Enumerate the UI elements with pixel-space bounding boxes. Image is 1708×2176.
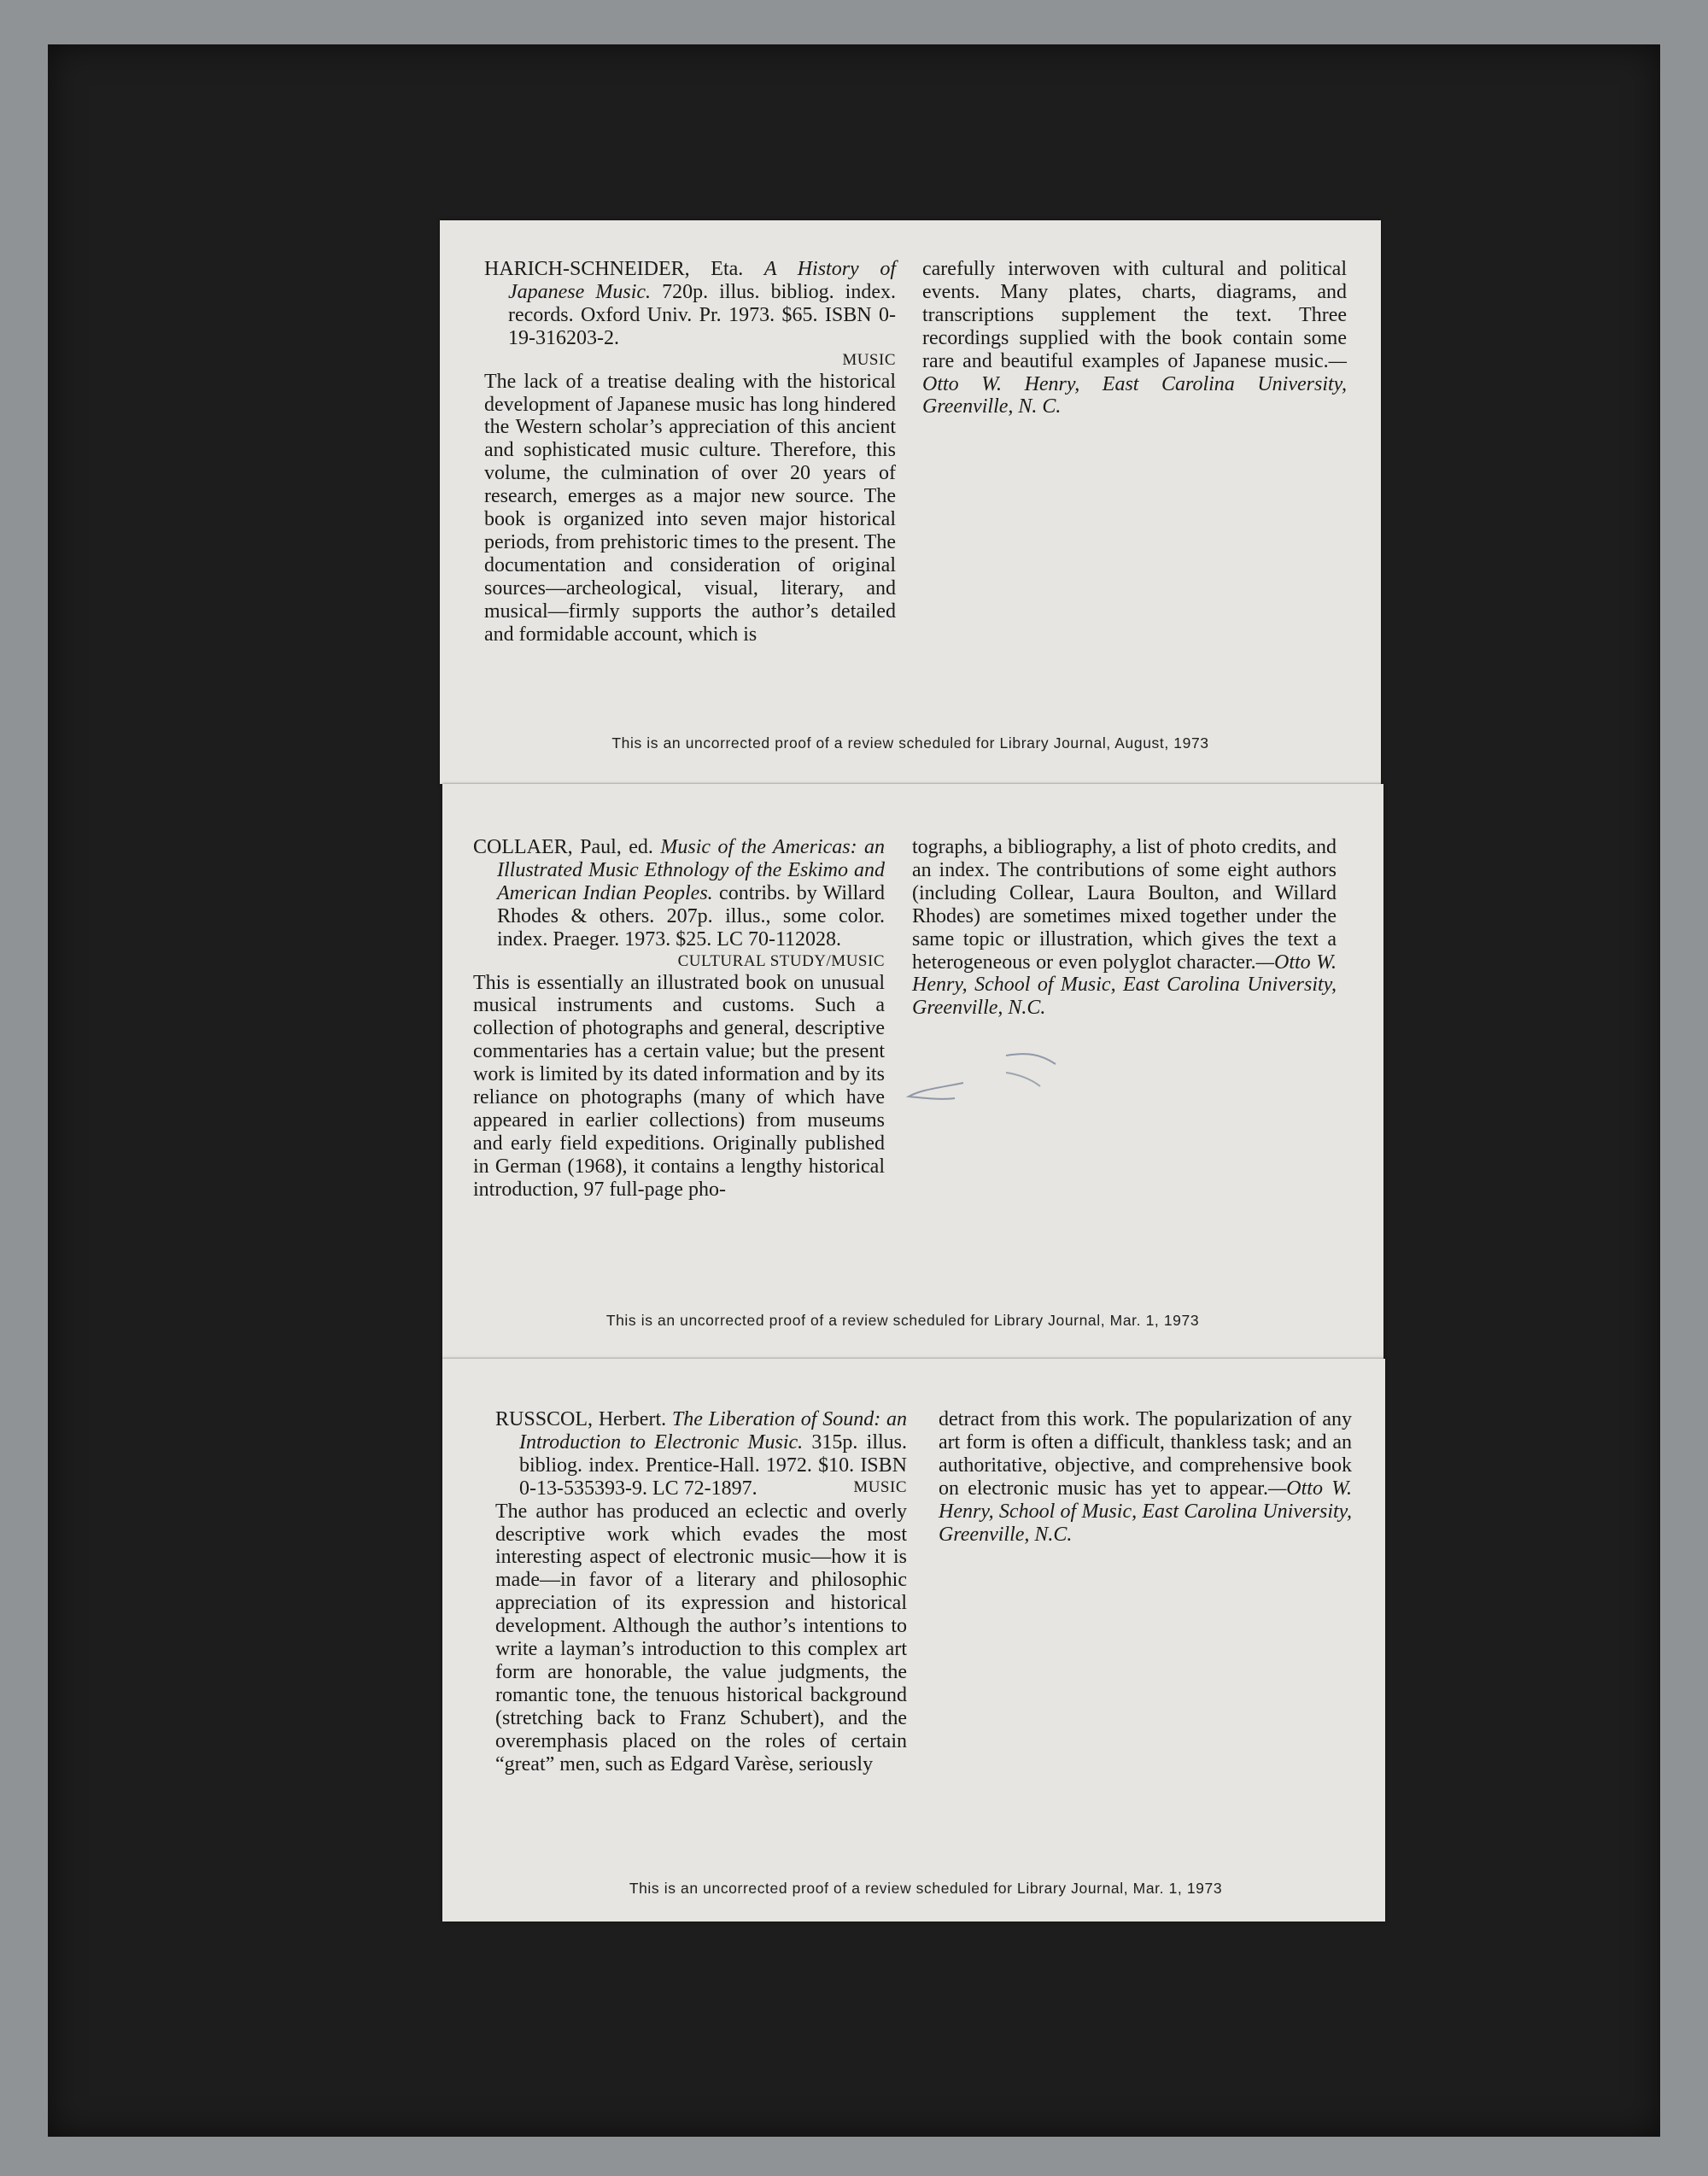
review-body-right: tographs, a bibliography, a list of photo credits, and an index. The contributions of some eight authors (including Collear, Laura Boulton, and Willard Rhodes) are sometimes mixed together under the same topic or illustration, which gives the text a heterogeneous or even polyglot character. [912,836,1337,974]
bibliographic-entry [473,836,885,972]
book-details: 315p. illus. bibliog. index. Prentice-Hall. 1972. $10. ISBN 0-13-535393-9. LC 72-1897. [519,1430,907,1500]
reviewer-signature: —Otto W. Henry, School of Music, East Carolina University, Greenville, N.C. [939,1477,1353,1546]
book-details: 720p. illus. bibliog. index. records. Oxford Univ. Pr. 1973. $65. ISBN 0-19-316203-2. [508,280,896,349]
book-details: contribs. by Willard Rhodes & others. 207p. illus., some color. index. Praeger. 1973. $25. LC 70-112028. [497,881,885,951]
review-body-left: The author has produced an eclectic and overly descriptive work which evades the most interesting aspect of electronic music—how it is made—in favor of a literary and philosophic appreciation of its expression and historical development. Although the author’s intentions to write a layman’s introduction to this complex art form are honorable, the value judgments, the romantic tone, the tenuous historical background (stretching back to Franz Schubert), and the overemphasis placed on the roles of certain “great” men, such as Edgard Varèse, seriously [495,1500,907,1775]
reviewer-signature: —Otto W. Henry, East Carolina University, Greenville, N. C. [922,349,1347,418]
review-right-column [939,1408,1352,1546]
book-title: A History of Japanese Music. [508,258,896,303]
review-left-column [473,836,885,1202]
subject-label: MUSIC [853,1477,907,1496]
author-name: COLLAER, [473,836,573,858]
review-body-left: The lack of a treatise dealing with the historical development of Japanese music has long hindered the Western scholar’s appreciation of this ancient and sophisticated music culture. Therefore, this volume, the culmination of over 20 years of research, emerges as a major new source. The book is organized into seven major historical periods, from prehistoric times to the present. The documentation and consideration of original sources—archeological, visual, literary, and musical—firmly supports the author’s detailed and formidable account, which is [484,370,896,646]
proof-footer: This is an uncorrected proof of a review scheduled for Library Journal, Mar. 1, 1973 [629,1880,1223,1897]
book-title: The Liberation of Sound: an Introduction to Electronic Music. [519,1408,907,1454]
subject-label: CULTURAL STUDY/MUSIC [677,951,885,970]
pencil-mark [904,1049,1100,1117]
review-right-column [922,258,1347,418]
book-title: Music of the Americas: an Illustrated Music Ethnology of the Eskimo and American Indian Peoples. [497,836,886,904]
author-name: HARICH-SCHNEIDER, [484,258,690,280]
review-left-column [484,258,896,646]
review-card-russcol [442,1359,1385,1922]
subject-label: MUSIC [842,350,896,369]
author-given-name: Eta. [689,258,764,280]
review-card-collaer [442,784,1383,1359]
proof-footer: This is an uncorrected proof of a review scheduled for Library Journal, Mar. 1, 1973 [605,1312,1200,1329]
bibliographic-entry [484,258,896,371]
review-card-harich-schneider [440,220,1381,784]
author-name: RUSSCOL, [495,1408,594,1430]
reviewer-signature: —Otto W. Henry, School of Music, East Carolina University, Greenville, N.C. [912,951,1337,1020]
author-given-name: Herbert. [593,1408,672,1430]
review-right-column [912,836,1337,1020]
bibliographic-entry [495,1408,907,1500]
review-body-left: This is essentially an illustrated book on unusual musical instruments and customs. Such a collection of photographs and general, descriptive commentaries has a certain value; but the present work is limited by its dated information and by its reliance on photographs (many of which have appeared in earlier collections) from museums and early field expeditions. Originally published in German (1968), it contains a lengthy historical introduction, 97 full-page pho- [473,971,885,1201]
review-body-right: detract from this work. The popularization of any art form is often a difficult, thankless task; and an authoritative, objective, and comprehensive book on electronic music has yet to appear. [939,1408,1352,1500]
review-body-right: carefully interwoven with cultural and political events. Many plates, charts, diagrams, and transcriptions supplement the text. Three recordings supplied with the book contain some rare and beautiful examples of Japanese music. [922,258,1347,372]
proof-footer: This is an uncorrected proof of a review scheduled for Library Journal, August, 1973 [611,734,1209,752]
review-left-column [495,1408,907,1776]
author-given-name: Paul, ed. [572,836,661,858]
